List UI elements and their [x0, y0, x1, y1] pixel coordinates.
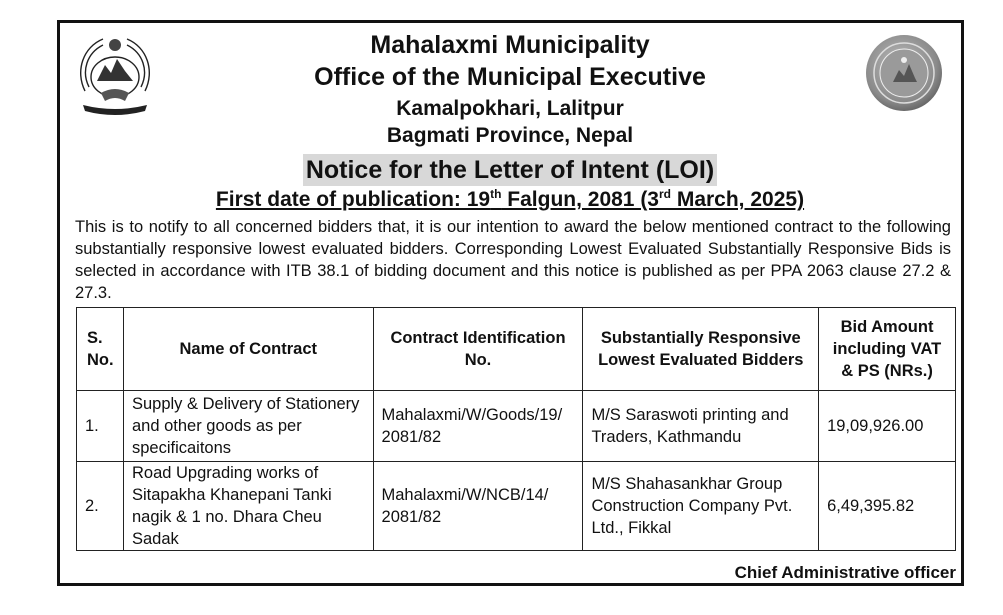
- col-header-name: Name of Contract: [123, 308, 373, 391]
- col-header-bidder: Substantially Responsive Lowest Evaluated Bidders: [583, 308, 819, 391]
- cell-bidder: M/S Shahasankhar Group Construction Company Pvt. Ltd., Fikkal: [583, 462, 819, 551]
- signature-title: Chief Administrative officer: [734, 563, 956, 582]
- contracts-table: [76, 307, 956, 551]
- table-header-row: [77, 308, 956, 391]
- cell-contract-id: Mahalaxmi/W/NCB/14/ 2081/82: [373, 462, 583, 551]
- organization-name: Mahalaxmi Municipality: [370, 31, 650, 59]
- cell-amount: 6,49,395.82: [819, 462, 956, 551]
- notice-title: Notice for the Letter of Intent (LOI): [303, 154, 717, 186]
- cell-contract-name: Road Upgrading works of Sitapakha Khanepani Tanki nagik & 1 no. Dhara Cheu Sadak: [123, 462, 373, 551]
- table-row: [77, 462, 956, 551]
- office-name: Office of the Municipal Executive: [314, 63, 706, 91]
- cell-sno: 1.: [77, 391, 124, 462]
- address-line-2: Bagmati Province, Nepal: [386, 124, 634, 147]
- address-line-1: Kamalpokhari, Lalitpur: [396, 97, 624, 120]
- cell-amount: 19,09,926.00: [819, 391, 956, 462]
- publication-date: First date of publication: 19th Falgun, 2081 (3rd March, 2025): [215, 187, 805, 211]
- municipality-seal-icon: [865, 34, 943, 112]
- cell-bidder: M/S Saraswoti printing and Traders, Kathmandu: [583, 391, 819, 462]
- col-header-id: Contract Identification No.: [373, 308, 583, 391]
- cell-contract-name: Supply & Delivery of Stationery and other goods as per specificaitons: [123, 391, 373, 462]
- cell-contract-id: Mahalaxmi/W/Goods/19/ 2081/82: [373, 391, 583, 462]
- table-row: [77, 391, 956, 462]
- col-header-sno: S. No.: [77, 308, 124, 391]
- intro-paragraph: This is to notify to all concerned bidders that, it is our intention to award the below mentioned contract to the following substantially responsive lowest evaluated bidders. Corresponding Lowest Evaluated Substantially Responsive Bids is selected in accordance with ITB 38.1 of bidding document and this notice is published as per PPA 2063 clause 27.2 & 27.3.: [75, 218, 951, 302]
- nepal-government-emblem-icon: [71, 31, 159, 117]
- col-header-amount: Bid Amount including VAT & PS (NRs.): [819, 308, 956, 391]
- cell-sno: 2.: [77, 462, 124, 551]
